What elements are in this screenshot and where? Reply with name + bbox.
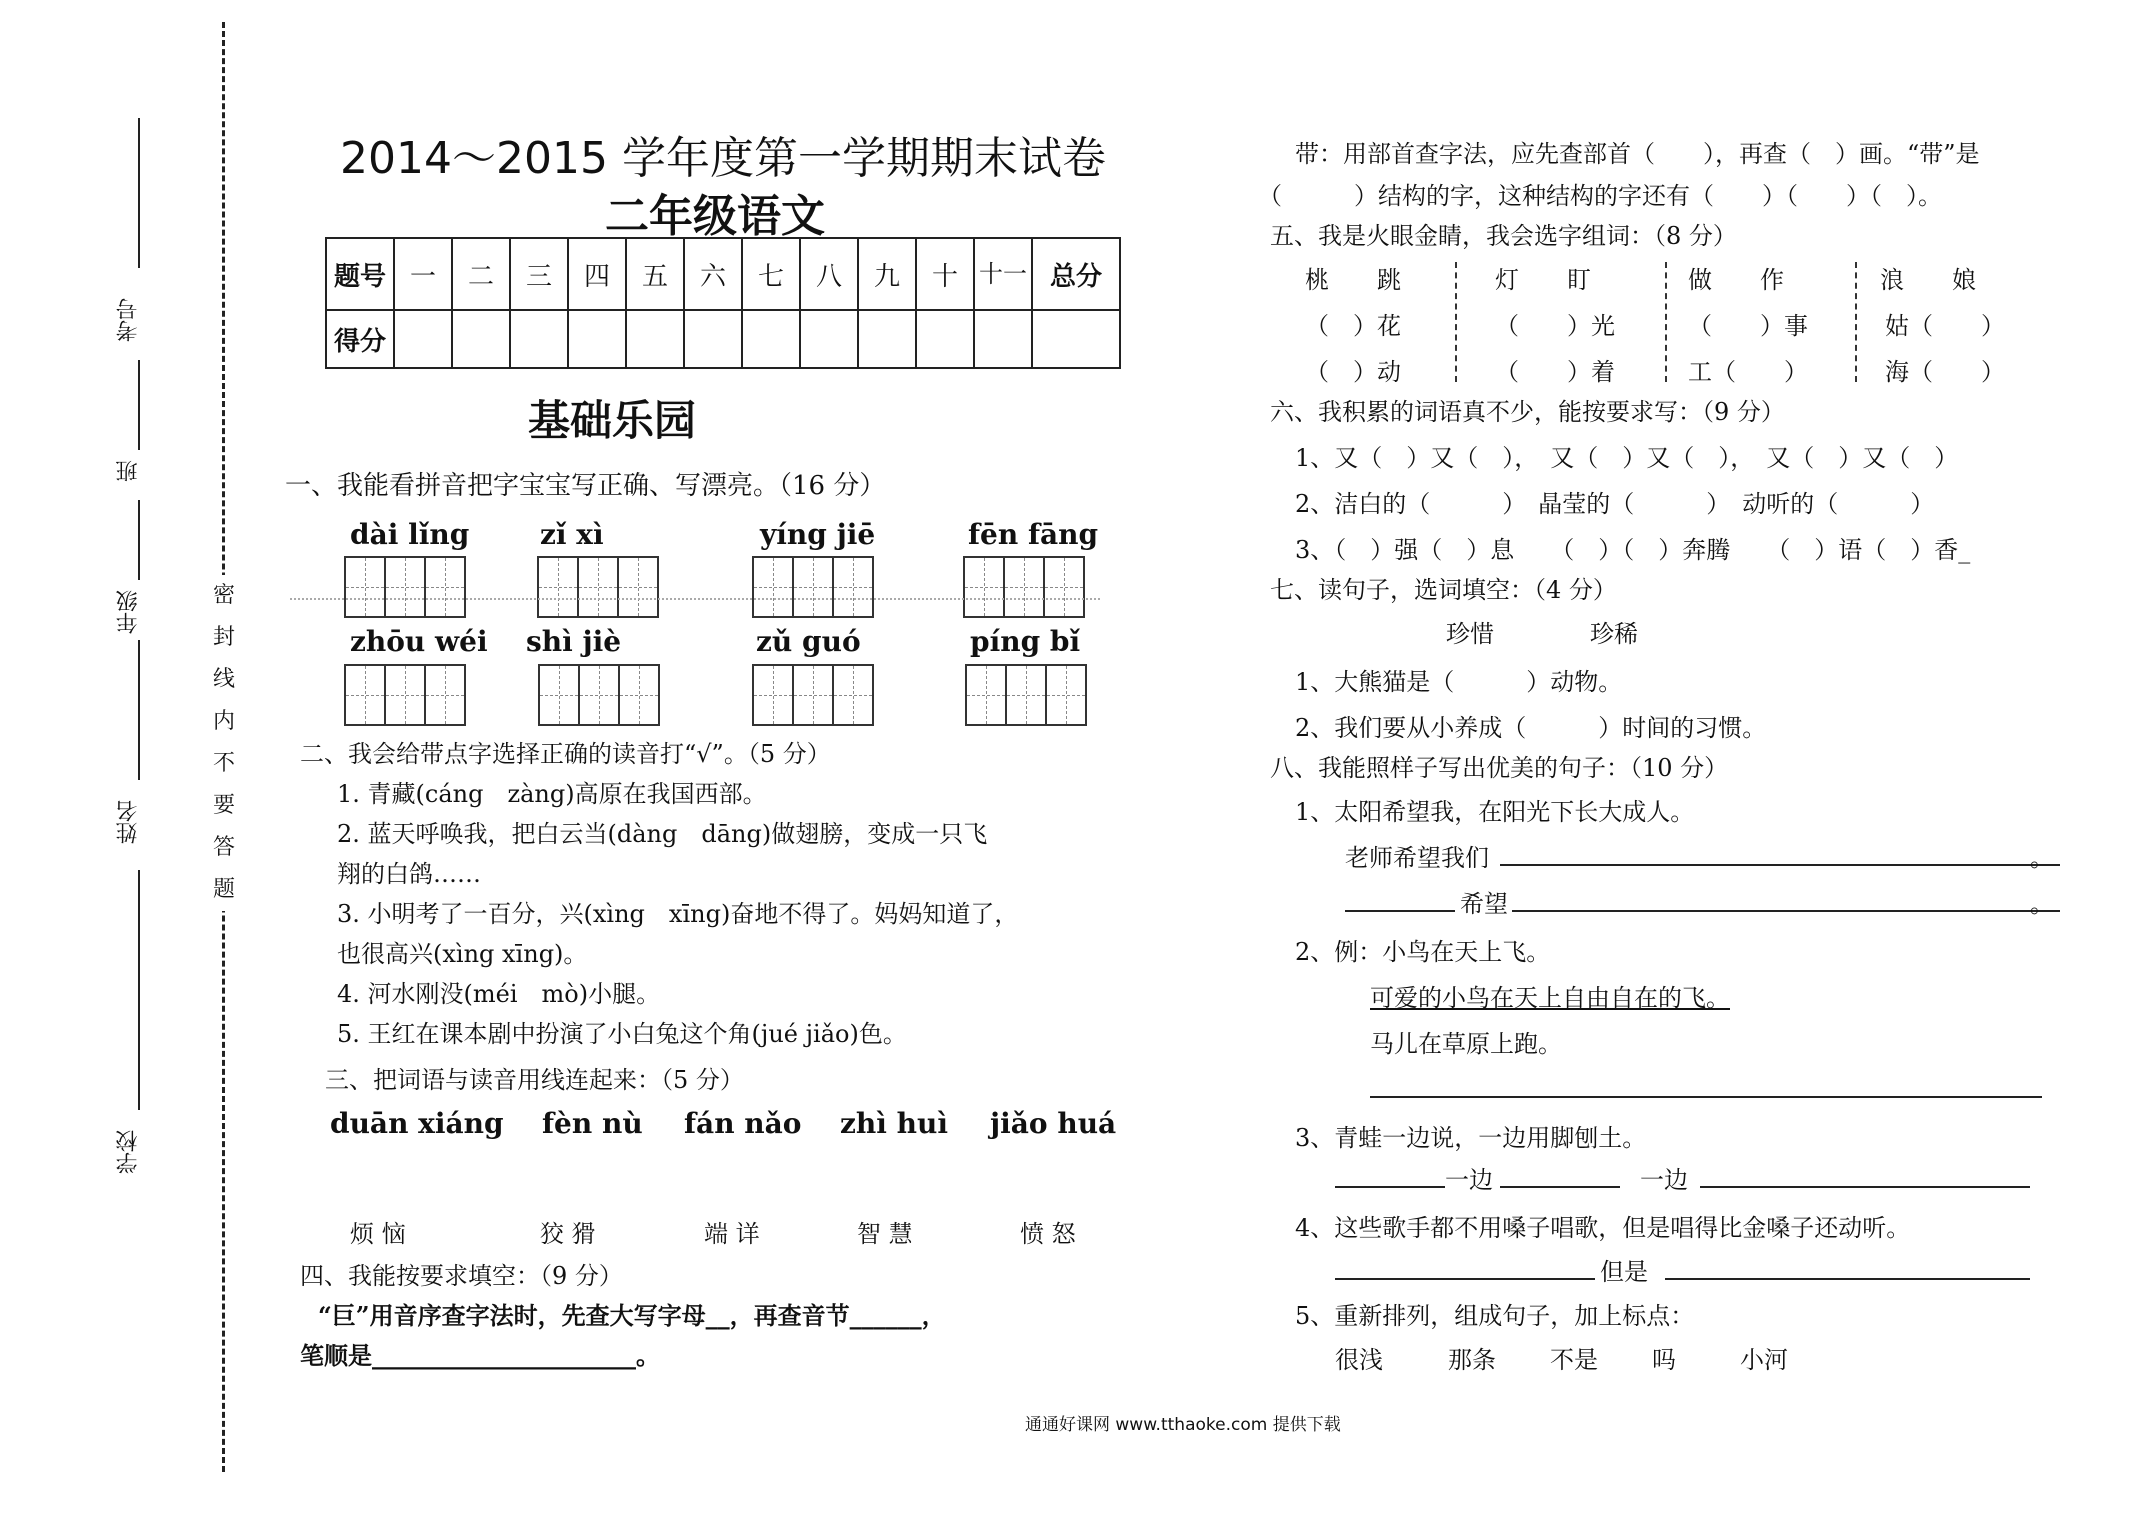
q3-word: 烦 恼: [350, 1220, 406, 1248]
label-nianji: 年级: [116, 590, 141, 634]
q3-title: 三、把词语与读音用线连起来：（5 分）: [325, 1066, 744, 1094]
score-col: 十一: [974, 238, 1032, 310]
score-cell[interactable]: [974, 310, 1032, 368]
q8-prompt: 希望: [1460, 890, 1508, 918]
q1-pinyin: zhōu wéi: [350, 625, 488, 658]
q3-pinyin: fèn nù: [542, 1107, 643, 1140]
q5-word: （ ）事: [1688, 312, 1808, 340]
writing-grid[interactable]: [752, 556, 874, 618]
q8-prompt: 老师希望我们: [1345, 844, 1489, 872]
q8-prompt: 一边: [1445, 1166, 1493, 1194]
q7-sentence: 1、大熊猫是（ ）动物。: [1295, 668, 1623, 696]
answer-line[interactable]: [1500, 864, 2060, 866]
q8-prompt: 马儿在草原上跑。: [1370, 1030, 1562, 1058]
writing-grid[interactable]: [344, 664, 466, 726]
score-cell[interactable]: [510, 310, 568, 368]
q1-pinyin: píng bǐ: [970, 625, 1081, 658]
score-col: 二: [452, 238, 510, 310]
q5-divider: [1455, 262, 1457, 382]
margin-line-nianji: [138, 500, 140, 580]
q1-pinyin: zǐ xì: [540, 518, 604, 551]
q2-item: 3. 小明考了一百分，兴(xìng xīng)奋地不得了。妈妈知道了，: [337, 900, 1019, 928]
q5-head: 灯 盯: [1495, 266, 1591, 294]
q1-title: 一、我能看拼音把字宝宝写正确、写漂亮。（16 分）: [285, 471, 886, 501]
q8-word: 小河: [1740, 1346, 1788, 1374]
q3-word: 智 慧: [857, 1220, 913, 1248]
score-col: 四: [568, 238, 626, 310]
q3-pinyin: zhì huì: [840, 1107, 948, 1140]
q3-word: 端 详: [704, 1220, 760, 1248]
score-cell[interactable]: [742, 310, 800, 368]
q8-item: 5、重新排列，组成句子，加上标点：: [1295, 1302, 1695, 1330]
q4-title: 四、我能按要求填空：（9 分）: [300, 1262, 623, 1290]
score-col: 七: [742, 238, 800, 310]
q5-title: 五、我是火眼金睛，我会选字组词：（8 分）: [1270, 222, 1737, 250]
writing-grid[interactable]: [344, 556, 466, 618]
q8-item: 1、太阳希望我，在阳光下长大成人。: [1295, 798, 1695, 826]
writing-grid[interactable]: [752, 664, 874, 726]
q6-line: 2、洁白的（ ） 晶莹的（ ） 动听的（ ）: [1295, 490, 1935, 518]
q3-word: 狡 猾: [540, 1220, 596, 1248]
margin-line-xingming: [138, 640, 140, 780]
q4-line: 带：用部首查字法，应先查部首（ ），再查（ ）画。“带”是: [1295, 140, 1980, 168]
q5-head: 桃 跳: [1305, 266, 1401, 294]
score-col: 三: [510, 238, 568, 310]
score-col: 十: [916, 238, 974, 310]
q2-title: 二、我会给带点字选择正确的读音打“√”。（5 分）: [300, 740, 831, 768]
score-cell[interactable]: [626, 310, 684, 368]
label-xuexiao: 学校: [116, 1130, 141, 1174]
q4-line: 笔顺是______________________。: [300, 1341, 660, 1370]
q2-item: 4. 河水刚没(méi mò)小腿。: [337, 980, 661, 1008]
writing-grid[interactable]: [538, 664, 660, 726]
q6-line: 3、（ ）强（ ）息 （ ）（ ）奔腾 （ ）语（ ）香_: [1295, 536, 1971, 564]
q8-title: 八、我能照样子写出优美的句子：（10 分）: [1270, 754, 1729, 782]
q3-pinyin: duān xiáng: [330, 1107, 504, 1140]
score-table-header-label: 题号: [326, 238, 394, 310]
q5-word: 姑（ ）: [1885, 312, 2005, 340]
score-cell[interactable]: [858, 310, 916, 368]
q3-word: 愤 怒: [1020, 1220, 1076, 1248]
q3-pinyin: fán nǎo: [684, 1107, 802, 1140]
q8-item: 3、青蛙一边说，一边用脚刨土。: [1295, 1124, 1647, 1152]
q8-item: 2、例：小鸟在天上飞。: [1295, 938, 1551, 966]
margin-line-kaohao: [138, 118, 140, 268]
q8-prompt: 但是: [1600, 1258, 1648, 1286]
q1-pinyin: dài lǐng: [350, 518, 470, 551]
seal-text: 密 封 线 内 不 要 答 题: [208, 575, 240, 911]
score-cell[interactable]: [916, 310, 974, 368]
q3-pinyin: jiǎo huá: [990, 1107, 1117, 1140]
score-cell[interactable]: [1032, 310, 1120, 368]
q8-word: 不是: [1550, 1346, 1598, 1374]
q1-pinyin: yíng jiē: [760, 518, 876, 551]
q7-words: 珍惜 珍稀: [1446, 620, 1638, 648]
period: 。: [2030, 844, 2054, 872]
q5-word: 海（ ）: [1885, 358, 2005, 386]
section-title: 基础乐园: [528, 396, 697, 445]
answer-line[interactable]: [1512, 910, 2060, 912]
q5-word: （ ）着: [1495, 358, 1615, 386]
answer-line[interactable]: [1370, 1096, 2042, 1098]
score-cell[interactable]: [568, 310, 626, 368]
q2-item: 1. 青藏(cáng zàng)高原在我国西部。: [337, 780, 767, 808]
q7-title: 七、读句子，选词填空：（4 分）: [1270, 576, 1617, 604]
answer-line[interactable]: [1700, 1186, 2030, 1188]
score-col: 八: [800, 238, 858, 310]
margin-line-ban: [138, 360, 140, 450]
answer-line[interactable]: [1335, 1186, 1445, 1188]
score-cell[interactable]: [800, 310, 858, 368]
answer-line[interactable]: [1345, 910, 1455, 912]
writing-grid[interactable]: [537, 556, 659, 618]
score-col: 一: [394, 238, 452, 310]
q1-pinyin: fēn fāng: [968, 518, 1099, 551]
answer-line[interactable]: [1335, 1278, 1595, 1280]
q2-item: 翔的白鸽……: [337, 860, 481, 888]
q5-word: （ ）光: [1495, 312, 1615, 340]
exam-title: 2014～2015 学年度第一学期期末试卷: [340, 133, 1106, 184]
score-col-total: 总分: [1032, 238, 1120, 310]
q6-line: 1、又（ ）又（ ）， 又（ ）又（ ）， 又（ ）又（ ）: [1295, 444, 1959, 472]
q8-prompt: 一边: [1640, 1166, 1688, 1194]
q2-item: 也很高兴(xìng xīng)。: [337, 940, 588, 968]
q5-head: 做 作: [1688, 266, 1784, 294]
score-cell[interactable]: [452, 310, 510, 368]
answer-line[interactable]: [1665, 1278, 2030, 1280]
q5-divider: [1855, 262, 1857, 382]
score-cell[interactable]: [394, 310, 452, 368]
writing-grid[interactable]: [963, 556, 1085, 618]
q2-item: 2. 蓝天呼唤我，把白云当(dàng dāng)做翅膀，变成一只飞: [337, 820, 988, 848]
q6-title: 六、我积累的词语真不少，能按要求写：（9 分）: [1270, 398, 1785, 426]
label-xingming: 姓名: [116, 800, 141, 844]
answer-line[interactable]: [1500, 1186, 1620, 1188]
dotted-guide: [290, 598, 1100, 600]
period: 。: [2030, 890, 2054, 918]
q5-word: （ ）动: [1305, 358, 1401, 386]
q8-example: 可爱的小鸟在天上自由自在的飞。: [1370, 984, 1730, 1012]
exam-subtitle: 二年级语文: [605, 191, 825, 242]
q2-item: 5. 王红在课本剧中扮演了小白兔这个角(jué jiǎo)色。: [337, 1020, 907, 1048]
q8-word: 那条: [1448, 1346, 1496, 1374]
q5-word: 工（ ）: [1688, 358, 1808, 386]
q5-divider: [1665, 262, 1667, 382]
q5-head: 浪 娘: [1880, 266, 1976, 294]
score-col: 五: [626, 238, 684, 310]
q1-pinyin: zǔ guó: [756, 625, 861, 658]
margin-line-xuexiao: [138, 870, 140, 1110]
footer-credit: 通通好课网 www.tthaoke.com 提供下载: [1025, 1415, 1341, 1435]
score-col: 九: [858, 238, 916, 310]
score-table-row-label: 得分: [326, 310, 394, 368]
score-cell[interactable]: [684, 310, 742, 368]
q5-word: （ ）花: [1305, 312, 1401, 340]
writing-grid[interactable]: [965, 664, 1087, 726]
q1-pinyin: shì jiè: [526, 625, 622, 658]
q8-item: 4、这些歌手都不用嗓子唱歌，但是唱得比金嗓子还动听。: [1295, 1214, 1911, 1242]
label-kaohao: 考号: [116, 298, 141, 342]
label-ban: 班: [116, 460, 141, 482]
score-col: 六: [684, 238, 742, 310]
q7-sentence: 2、我们要从小养成（ ）时间的习惯。: [1295, 714, 1767, 742]
q8-word: 吗: [1652, 1346, 1676, 1374]
q4-line: （ ）结构的字，这种结构的字还有（ ）（ ）（ ）。: [1258, 182, 1942, 210]
score-table: [325, 237, 1121, 369]
q8-word: 很浅: [1335, 1346, 1383, 1374]
q4-line: “巨”用音序查字法时，先查大写字母__，再查音节______，: [318, 1301, 946, 1330]
